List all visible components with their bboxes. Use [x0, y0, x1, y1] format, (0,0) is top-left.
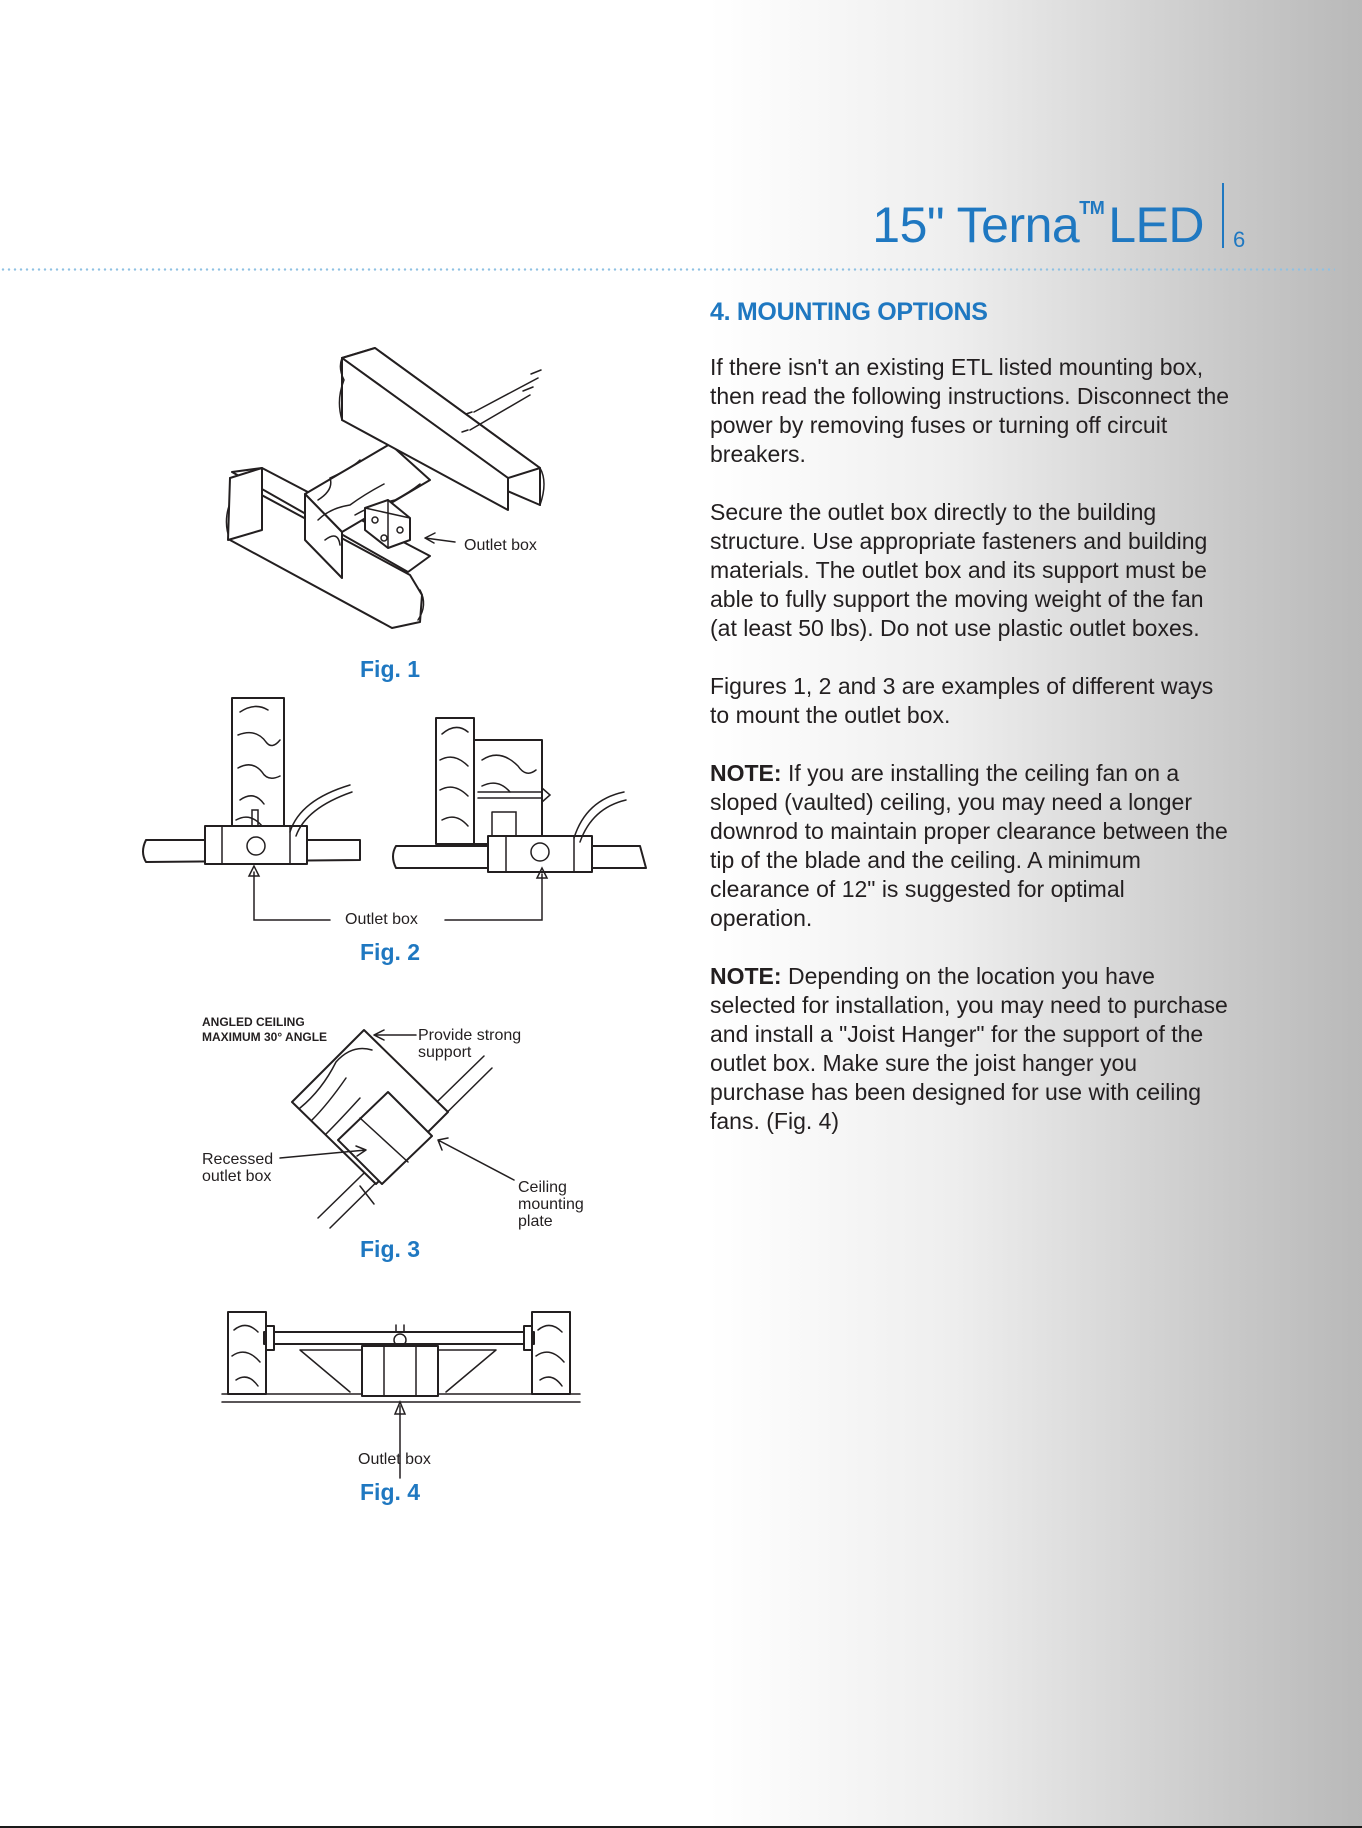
fig-1-caption: Fig. 1 — [360, 656, 421, 682]
note-text: Depending on the location you have selected for installation, you may need to purchase and install a "Joist Hanger" for the support of the outlet box. Make sure the joist hanger you purchase has been designed for use with ceiling fans. (Fig. 4) — [710, 963, 1228, 1134]
section-heading: 4. MOUNTING OPTIONS — [710, 298, 988, 326]
paragraph-power: If there isn't an existing ETL listed mounting box, then read the following instructions. Disconnect the power by removing fuses or turning off circuit breakers. — [710, 354, 1230, 467]
note-label: NOTE: — [710, 760, 782, 786]
product-name: 15" Terna — [872, 197, 1080, 253]
fig-2-illustration — [143, 698, 646, 965]
fig-1-illustration — [226, 348, 544, 682]
fig-3-illustration — [202, 1015, 584, 1262]
fig-4-outlet-label: Outlet box — [358, 1451, 431, 1468]
fig-3-recessed-line-2: outlet box — [202, 1168, 272, 1185]
fig-3-angled-line-2: MAXIMUM 30° ANGLE — [202, 1030, 328, 1044]
paragraph-figures: Figures 1, 2 and 3 are examples of different ways to mount the outlet box. — [710, 673, 1214, 728]
fig-3-recessed-line-1: Recessed — [202, 1151, 274, 1168]
note-sloped-ceiling — [710, 759, 1230, 933]
note-label: NOTE: — [710, 963, 782, 989]
mounting-figures — [0, 0, 700, 1560]
note-joist-hanger — [710, 962, 1230, 1136]
fig-4-caption: Fig. 4 — [360, 1479, 421, 1505]
fig-3-plate-line-2: mounting — [518, 1196, 584, 1213]
fig-3-plate-line-3: plate — [518, 1213, 553, 1230]
fig-3-plate-line-1: Ceiling — [518, 1179, 567, 1196]
fig-3-angled-line-1: ANGLED CEILING — [202, 1015, 305, 1029]
fig-3-support-line-1: Provide strong — [418, 1027, 522, 1044]
product-suffix: LED — [1108, 197, 1204, 253]
fig-3-caption: Fig. 3 — [360, 1236, 421, 1262]
page-number: 6 — [1233, 227, 1246, 252]
fig-4-illustration — [222, 1312, 580, 1505]
fig-2-outlet-label: Outlet box — [345, 911, 418, 928]
header-divider — [1222, 183, 1224, 248]
trademark-mark: TM — [1079, 198, 1105, 218]
note-text: If you are installing the ceiling fan on a sloped (vaulted) ceiling, you may need a longer downrod to maintain proper clearance between the tip of the blade and the ceiling. A minimum clearance of 12" is suggested for optimal operation. — [710, 760, 1228, 931]
instructions-column — [710, 298, 1230, 1165]
fig-1-outlet-label: Outlet box — [464, 537, 537, 554]
paragraph-outlet-box: Secure the outlet box directly to the building structure. Use appropriate fasteners and building materials. The outlet box and its support must be able to fully support the moving weight of the fan (at least 50 lbs). Do not use plastic outlet boxes. — [710, 499, 1208, 641]
fig-2-caption: Fig. 2 — [360, 939, 421, 965]
fig-3-support-line-2: support — [418, 1044, 472, 1061]
page-title — [872, 196, 1204, 254]
